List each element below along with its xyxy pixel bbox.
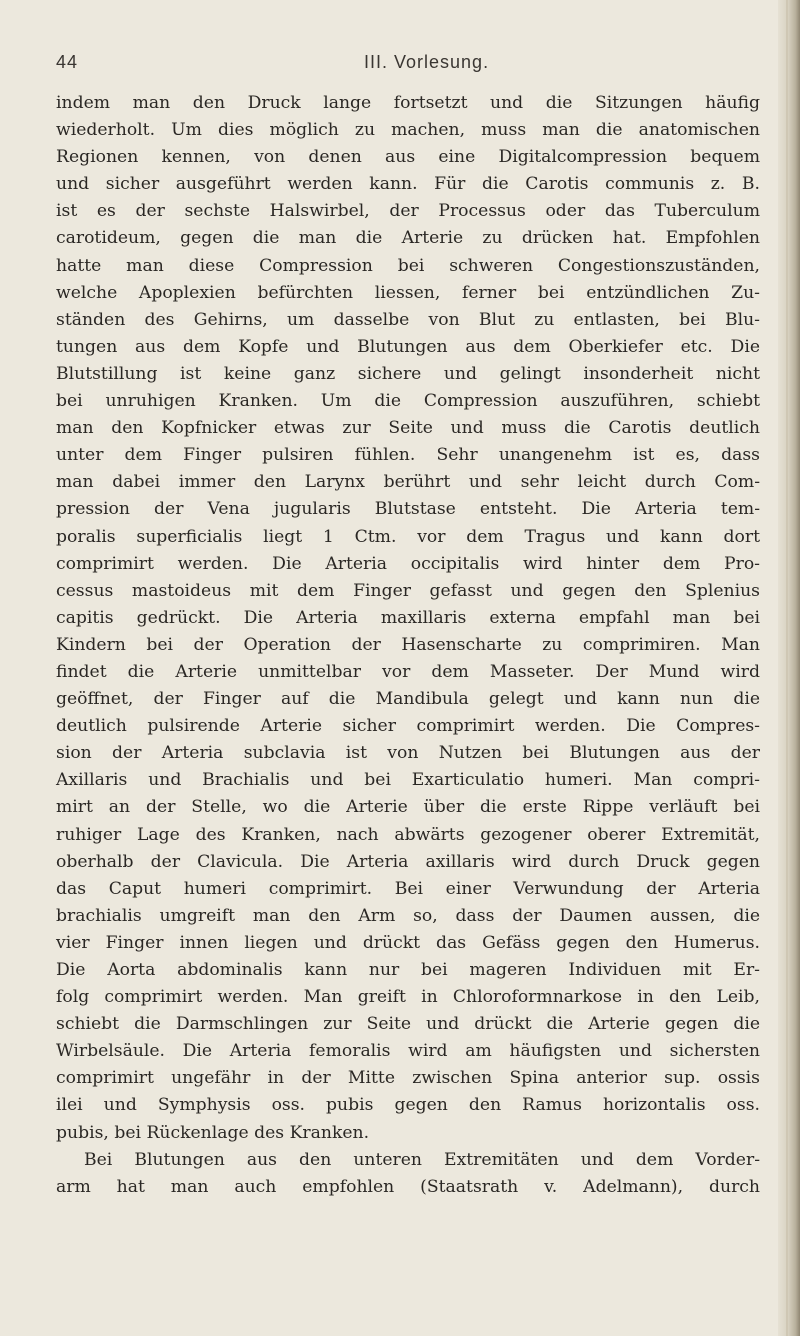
- text-line: man den Kopfnicker etwas zur Seite und muss die Carotis deutlich: [56, 418, 760, 439]
- text-line: Axillaris und Brachialis und bei Exarticulatio humeri. Man compri-: [56, 770, 760, 791]
- text-line: comprimirt ungefähr in der Mitte zwischen Spina anterior sup. ossis: [56, 1068, 760, 1089]
- page-number: 44: [56, 52, 79, 72]
- text-line: pression der Vena jugularis Blutstase entsteht. Die Arteria tem-: [56, 499, 760, 520]
- text-line: Blutstillung ist keine ganz sichere und gelingt insonderheit nicht: [56, 363, 760, 384]
- text-line: comprimirt werden. Die Arteria occipitalis wird hinter dem Pro-: [56, 553, 760, 574]
- text-line: schiebt die Darmschlingen zur Seite und drückt die Arterie gegen die: [56, 1014, 760, 1035]
- text-line: ständen des Gehirns, um dasselbe von Blut zu entlasten, bei Blu-: [56, 309, 760, 330]
- text-line: das Caput humeri comprimirt. Bei einer Verwundung der Arteria: [56, 878, 760, 899]
- text-line: tungen aus dem Kopfe und Blutungen aus dem Oberkiefer etc. Die: [56, 336, 760, 357]
- text-line: unter dem Finger pulsiren fühlen. Sehr unangenehm ist es, dass: [56, 445, 760, 466]
- text-line: vier Finger innen liegen und drückt das Gefäss gegen den Humerus.: [56, 932, 760, 953]
- paragraph-end-line: pubis, bei Rückenlage des Kranken.: [56, 1122, 370, 1143]
- text-line: findet die Arterie unmittelbar vor dem Masseter. Der Mund wird: [56, 661, 760, 682]
- text-line: deutlich pulsirende Arterie sicher comprimirt werden. Die Compres-: [56, 716, 760, 737]
- text-line: folg comprimirt werden. Man greift in Chloroformnarkose in den Leib,: [56, 987, 760, 1008]
- text-line: Wirbelsäule. Die Arteria femoralis wird am häufigsten und sichersten: [56, 1041, 760, 1062]
- text-line: capitis gedrückt. Die Arteria maxillaris externa empfahl man bei: [56, 607, 760, 628]
- text-line: indem man den Druck lange fortsetzt und die Sitzungen häufig: [56, 93, 760, 113]
- text-line: ruhiger Lage des Kranken, nach abwärts gezogener oberer Extremität,: [56, 824, 760, 845]
- text-line: carotideum, gegen die man die Arterie zu drücken hat. Empfohlen: [56, 228, 760, 249]
- paragraph-start-line: Bei Blutungen aus den unteren Extremitäten und dem Vorder-: [84, 1149, 760, 1170]
- text-line: oberhalb der Clavicula. Die Arteria axillaris wird durch Druck gegen: [56, 851, 760, 872]
- running-head: III. Vorlesung.: [364, 52, 490, 72]
- text-line: ist es der sechste Halswirbel, der Processus oder das Tuberculum: [56, 201, 760, 222]
- text-line: man dabei immer den Larynx berührt und sehr leicht durch Com-: [56, 472, 760, 493]
- text-line: wiederholt. Um dies möglich zu machen, muss man die anatomischen: [56, 120, 760, 141]
- text-line: mirt an der Stelle, wo die Arterie über die erste Rippe verläuft bei: [56, 797, 760, 818]
- text-line: poralis superficialis liegt 1 Ctm. vor dem Tragus und kann dort: [56, 526, 760, 547]
- text-line: brachialis umgreift man den Arm so, dass der Daumen aussen, die: [56, 905, 760, 926]
- text-line: Regionen kennen, von denen aus eine Digitalcompression bequem: [56, 147, 760, 168]
- text-line: sion der Arteria subclavia ist von Nutzen bei Blutungen aus der: [56, 743, 760, 764]
- text-line: hatte man diese Compression bei schweren Congestionszuständen,: [56, 255, 760, 276]
- text-line: arm hat man auch empfohlen (Staatsrath v. Adelmann), durch: [56, 1176, 760, 1197]
- text-line: geöffnet, der Finger auf die Mandibula gelegt und kann nun die: [56, 689, 760, 710]
- text-line: welche Apoplexien befürchten liessen, ferner bei entzündlichen Zu-: [56, 282, 760, 303]
- text-line: bei unruhigen Kranken. Um die Compression auszuführen, schiebt: [56, 391, 760, 412]
- text-line: ilei und Symphysis oss. pubis gegen den Ramus horizontalis oss.: [56, 1095, 760, 1116]
- text-line: cessus mastoideus mit dem Finger gefasst und gegen den Splenius: [56, 580, 760, 601]
- text-line: und sicher ausgeführt werden kann. Für die Carotis communis z. B.: [56, 174, 760, 195]
- text-line: Die Aorta abdominalis kann nur bei mageren Individuen mit Er-: [56, 960, 760, 980]
- text-line: Kindern bei der Operation der Hasenscharte zu comprimiren. Man: [56, 634, 760, 655]
- page-edge-shadow: [778, 0, 800, 1336]
- body-text: [56, 90, 760, 1201]
- page-header: [56, 52, 756, 82]
